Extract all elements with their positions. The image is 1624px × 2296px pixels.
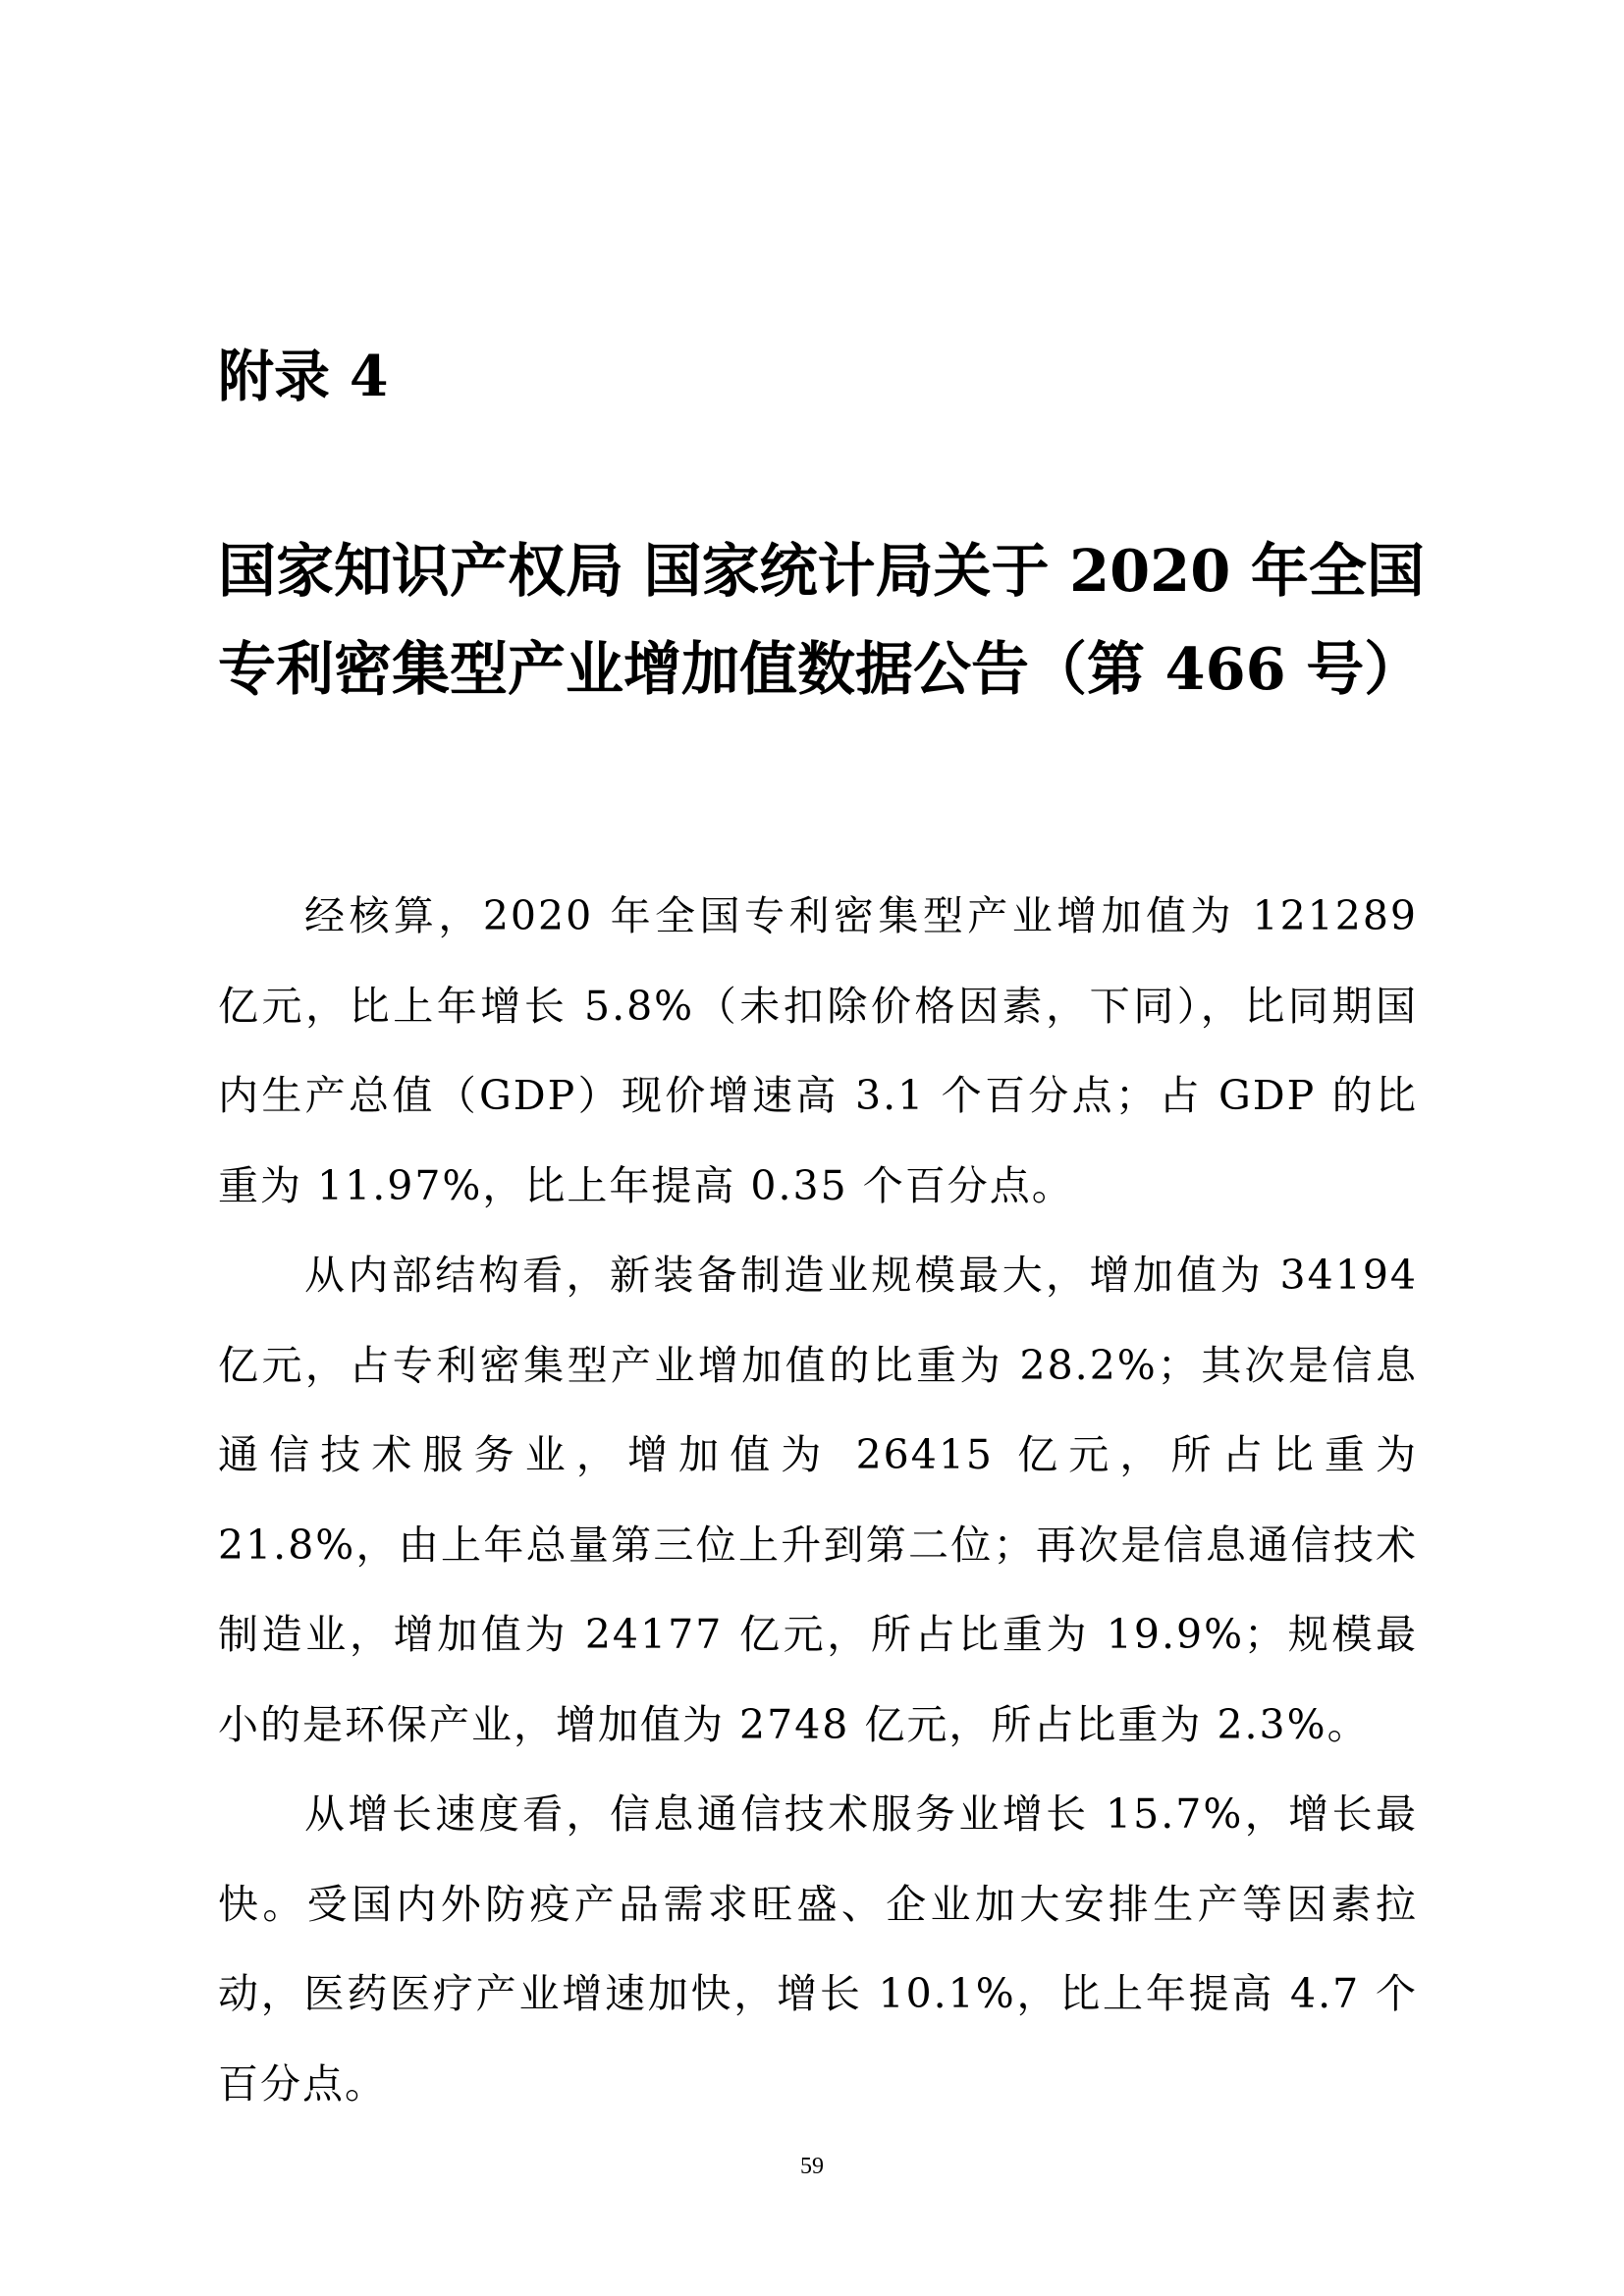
document-title-line-1: 国家知识产权局 国家统计局关于 2020 年全国: [218, 537, 1425, 605]
body-paragraph-overview: 经核算，2020 年全国专利密集型产业增加值为 121289 亿元，比上年增长 5.8%（未扣除价格因素，下同），比同期国内生产总值（GDP）现价增速高 3.1 个百分点；占 GDP 的比重为 11.97%，比上年提高 0.35 个百分点。: [218, 892, 1418, 1209]
body-paragraph-growth: 从增长速度看，信息通信技术服务业增长 15.7%，增长最快。受国内外防疫产品需求旺盛、企业加大安排生产等因素拉动，医药医疗产业增速加快，增长 10.1%，比上年提高 4.7 个百分点。: [218, 1790, 1418, 2108]
body-paragraph-structure: 从内部结构看，新装备制造业规模最大，增加值为 34194 亿元，占专利密集型产业增加值的比重为 28.2%；其次是信息通信技术服务业，增加值为 26415 亿元，所占比重为 21.8%，由上年总量第三位上升到第二位；再次是信息通信技术制造业，增加值为 24177 亿元，所占比重为 19.9%；规模最小的是环保产业，增加值为 2748 亿元，所占比重为 2.3%。: [218, 1252, 1418, 1748]
document-title-line-2: 专利密集型产业增加值数据公告（第 466 号）: [218, 635, 1423, 703]
appendix-label: 附录 4: [218, 344, 389, 409]
document-body: [218, 872, 1418, 2129]
document-title: [218, 522, 1426, 719]
page-number: 59: [800, 2154, 824, 2179]
